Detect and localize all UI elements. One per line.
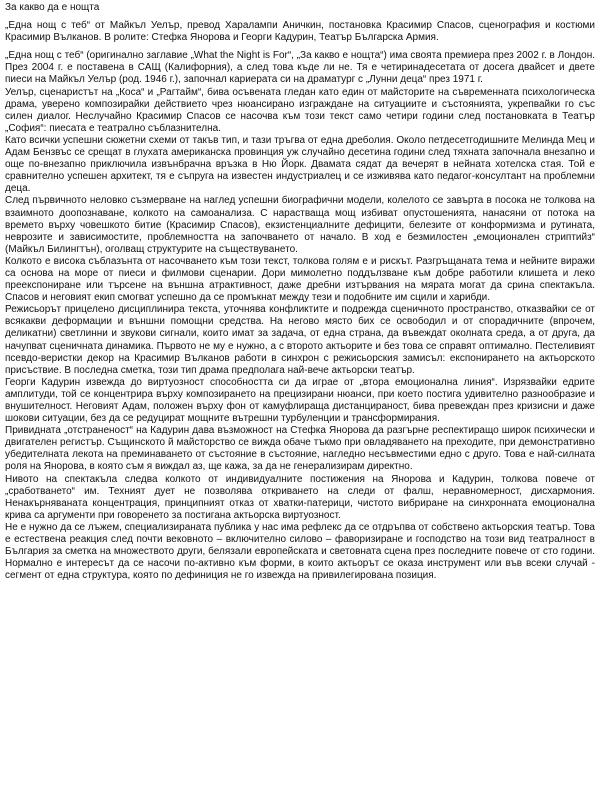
paragraph-credits: „Една нощ с теб“ от Майкъл Уелър, превод Харалампи Аничкин, постановка Красимир Спасов, сценография и костюми Красимир Вълканов. В ролите: Стефка Янорова и Георги Кадурин, Театър Българска Армия. <box>5 20 595 44</box>
document-title: За какво да е нощта <box>5 2 100 13</box>
paragraph-direction: Режисьорът прицелено дисциплинира текста, уточнява конфликтите и подрежда сценичното пространство, отказвайки се от всякакви деформации и външни помощни средства. На негово място бих се освободил и от спорадичните (впрочем, деликатни) светлинни и звукови сигнали, които имат за задача, от една страна, да въвеждат околната среда, а от друга, да начупват сценичната динамика. Първото не му е нужно, а с второто актьорите и без това се справят оптимално. Пестеливият псевдо-веристки декор на Красимир Вълканов работи в синхрон с режисьорския замисъл: експонирането на актьорското присъствие. В последна сметка, този тип драма предполага най-вече актьорски театър. <box>5 304 595 376</box>
paragraph-plot: Като всички успешни сюжетни схеми от такъв тип, и тази тръгва от една дреболия. Около петдесетгодишните Мелинда Мец и Адам Бензвъс се срещат в глухата американска провинция уж случайно десетина години след тяхната започнала внезапно и още по-внезапно приключила извънбрачна връзка в Ню Йорк. Двамата сядат да вечерят в нейната хотелска стая. Той е сравнително успешен архитект, тя е съпруга на известен индустриалец и се изживява като педагог-консултант на проблемни деца. <box>5 134 595 195</box>
paragraph-yanorova: Привидната „отстраненост“ на Кадурин дава възможност на Стефка Янорова да разгърне респектиращо широк психически и двигателен регистър. Същинското й майсторство се вижда обаче тъкмо при овладяването на преходите, при демонстративно убедителната лекота на преминаването от състояние в състояние, нагледно несъвместими едно с друго. Това е най-силната роля на Янорова, в която съм я виждал аз, ще кажа, за да не генерализирам директно. <box>5 425 595 473</box>
paragraph-author: Уелър, сценаристът на „Коса“ и „Рагтайм“, бива осъвената гледан като един от майсторите на съвременната психологическа драма, уверено композирайки действието чрез нюансирано изграждане на ситуациите и състоянията, укрепвайки го със силен диалог. Неслучайно Красимир Спасов се насочва към този текст само четири години след постановката в Театър „София“: пиесата е театрално съблазнителна. <box>5 86 595 134</box>
paragraph-duet: Нивото на спектакъла следва колкото от индивидуалните постижения на Янорова и Кадурин, толкова повече от „сработването“ им. Техният дует не позволява откриването на следи от фалш, неравномерност, дисхармония. Ненакърняваната концентрация, принципният отказ от хватки-патерици, чистото вибриране на синхронната емоционална крива са аргументи при говоренето за постигана актьорска виртуозност. <box>5 473 595 521</box>
paragraph-self-analysis: След първичното неловко съзмерване на наглед успешни биографични модели, колелото се завърта в посока не толкова на взаимното доопознаване, колкото на самоанализа. С нарастваща мощ избиват опустошенията, нанасяни от потока на времето върху човешкото битие (Красимир Спасов), екзистенциалните дефицити, белезите от конформизма и рутината, неврозите и зависимостите, проблемността на започването от начало. В ход е безмилостен „емоционален стриптийз“ (Майкъл Билингтън), оголващ структурите на съществуването. <box>5 195 595 255</box>
paragraph-premiere: „Една нощ с теб“ (оригинално заглавие „What the Night is For“, „За какво е нощта“) има своята премиера през 2002 г. в Лондон. През 2004 г. е поставена в САЩ (Калифорния), а след това къде ли не. Тя е четиринадесетата от досега двайсет и двете пиеси на Майкъл Уелър (род. 1946 г.), започнал кариерата си на драматург с „Лунни деца“ през 1971 г. <box>5 50 595 86</box>
paragraph-audience: Не е нужно да се лъжем, специализираната публика у нас има рефлекс да се отдръпва от собствено актьорския театър. Това е естествена реакция след почти вековното – включително силово – фаворизиране и господство на този вид театралност в България за сметка на множеството други, белязали европейската и световната сцена през последните повече от сто години. Нормално е интересът да се насочи по-активно към форми, в които актьорът се оказа инструмент или във всеки случай - сегмент от една структура, която по дефиниция не го извежда на привилегирована позиция. <box>5 521 595 582</box>
paragraph-kadurin: Георги Кадурин извежда до виртуозност способността си да играе от „втора емоционална линия“. Изрязвайки едрите амплитуди, той се концентрира върху композирането на прецизирани нюанси, при което постига удивително разнообразие и внушителност. Неговият Адам, положен върху фон от камуфлираща дистанцираност, бива превеждан през кризисни и даже шокови ситуации, без да се редуцират мощните вътрешни турбуленции и трансформирания. <box>5 376 595 425</box>
paragraph-risk: Колкото е висока съблазънта от насочването към този текст, толкова голям е и рискът. Разгръщаната тема и нейните виражи са основа на море от пиеси и филмови сценарии. Дори мимолетно поддълзване към добре работили клишета и леко преекспониране или търсене на външна атрактивност, даже дребни изтървания на мярата могат да срина спектакъла. Спасов и неговият екип смогват успешно да се промъкнат между тези и подобните им сцили и харибди. <box>5 255 595 304</box>
